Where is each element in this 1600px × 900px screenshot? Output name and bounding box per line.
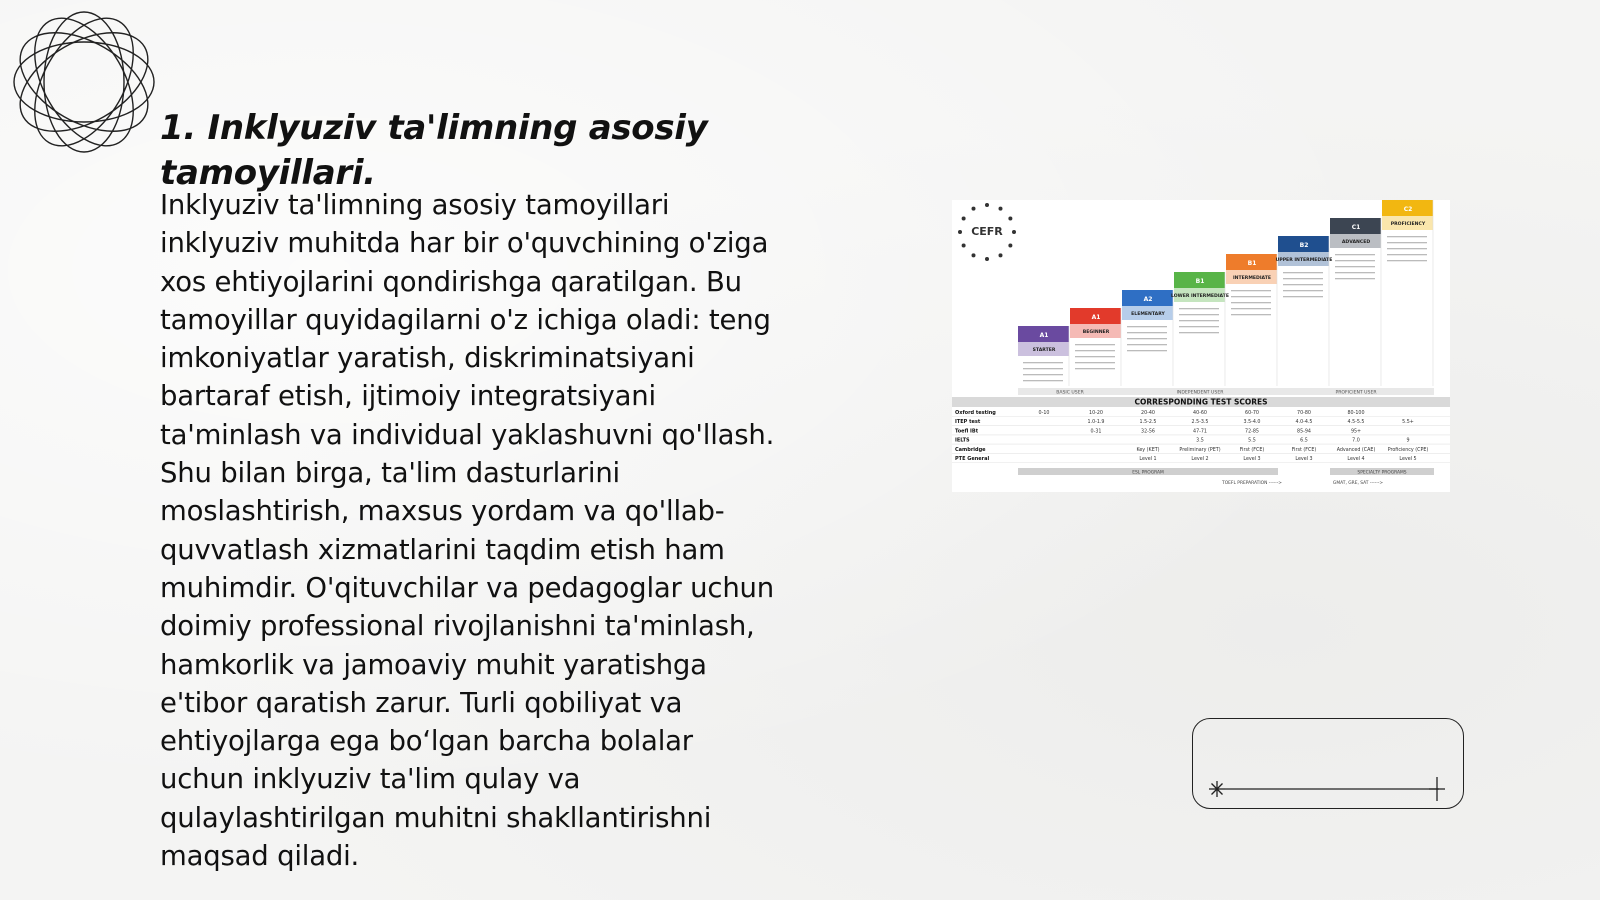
sparkle-icon xyxy=(1209,781,1225,797)
body-line: uchun inklyuziv ta'lim qulay va xyxy=(160,763,581,796)
level-description-line xyxy=(1231,302,1271,303)
logo-star-icon xyxy=(962,217,966,221)
level-description-line xyxy=(1179,314,1219,315)
level-code: C1 xyxy=(1351,224,1361,231)
table-cell: 4.5-5.5 xyxy=(1347,420,1365,426)
cefr-levels-graphic xyxy=(952,200,1450,492)
logo-star-icon xyxy=(962,244,966,248)
caption-frame xyxy=(1192,718,1464,809)
level-description-line xyxy=(1127,326,1167,327)
logo-star-icon xyxy=(985,257,989,261)
level-description-line xyxy=(1179,332,1219,333)
body-line: xos ehtiyojlarini qondirishga qaratilgan. Bu xyxy=(160,265,742,298)
table-cell: First (FCE) xyxy=(1239,447,1265,453)
slide-title-line: 1. Inklyuziv ta'limning asosiy xyxy=(160,108,708,148)
table-cell: Level 3 xyxy=(1295,457,1313,462)
level-name: ADVANCED xyxy=(1341,240,1371,245)
level-description-line xyxy=(1335,278,1375,279)
cefr-logo xyxy=(958,203,1016,261)
logo-star-icon xyxy=(1012,230,1016,234)
level-code: A1 xyxy=(1039,332,1049,339)
table-cell: 3.5 xyxy=(1196,438,1204,444)
table-cell: 95+ xyxy=(1350,429,1362,435)
level-description-line xyxy=(1075,344,1115,345)
body-line: moslashtirish, maxsus yordam va qo'llab- xyxy=(160,495,725,528)
table-cell: Advanced (CAE) xyxy=(1336,447,1376,453)
table-cell: 70-80 xyxy=(1297,411,1311,416)
table-cell: 5.5+ xyxy=(1402,420,1414,426)
user-group-label: INDEPENDENT USER xyxy=(1176,390,1224,396)
table-footer-label: TOEFL PREPARATION ------> xyxy=(1222,481,1282,486)
table-row-label: Oxford testing xyxy=(955,410,996,416)
level-description-line xyxy=(1231,314,1271,315)
body-line: hamkorlik va jamoaviy muhit yaratishga xyxy=(160,648,707,681)
level-description-line xyxy=(1127,344,1167,345)
table-cell: Level 4 xyxy=(1347,457,1365,462)
logo-star-icon xyxy=(972,253,976,257)
logo-star-icon xyxy=(985,203,989,207)
level-name: BEGINNER xyxy=(1082,330,1110,335)
level-description-line xyxy=(1335,260,1375,261)
user-group-label: PROFICIENT USER xyxy=(1335,390,1377,396)
table-cell: 72-85 xyxy=(1245,429,1259,435)
level-description-line xyxy=(1023,362,1063,363)
level-description-line xyxy=(1335,272,1375,273)
body-line: ta'minlash va individual yaklashuvni qo'llash. xyxy=(160,418,775,451)
table-cell: 9 xyxy=(1406,438,1410,444)
level-name: INTERMEDIATE xyxy=(1232,276,1272,281)
level-description-line xyxy=(1023,374,1063,375)
level-description-line xyxy=(1127,350,1167,351)
table-cell: 10-20 xyxy=(1089,411,1103,416)
logo-star-icon xyxy=(1008,244,1012,248)
slide-title xyxy=(160,106,760,196)
level-description-line xyxy=(1283,278,1323,279)
level-description-line xyxy=(1127,332,1167,333)
body-line: inklyuziv muhitda har bir o'quvchining o'ziga xyxy=(160,227,769,260)
table-cell: 32-56 xyxy=(1141,429,1155,435)
table-row-label: IELTS xyxy=(955,437,970,444)
level-description-line xyxy=(1179,320,1219,321)
body-line: muhimdir. O'qituvchilar va pedagoglar uchun xyxy=(160,571,775,604)
level-description-line xyxy=(1075,368,1115,369)
level-description-line xyxy=(1387,260,1427,261)
table-cell: 47-71 xyxy=(1193,429,1207,435)
table-footer-label: ESL PROGRAM xyxy=(1132,470,1164,476)
level-description-line xyxy=(1075,350,1115,351)
level-description-line xyxy=(1335,254,1375,255)
level-description-line xyxy=(1231,308,1271,309)
level-description-line xyxy=(1387,242,1427,243)
table-cell: Preliminary (PET) xyxy=(1179,447,1221,453)
level-description-line xyxy=(1283,272,1323,273)
body-line: maqsad qiladi. xyxy=(160,840,360,873)
table-cell: 1.5-2.5 xyxy=(1139,420,1157,426)
table-cell: Proficiency (CPE) xyxy=(1387,447,1429,453)
table-cell: 6.5 xyxy=(1300,438,1308,444)
logo-star-icon xyxy=(972,207,976,211)
level-description-line xyxy=(1075,356,1115,357)
table-row-label: PTE General xyxy=(955,456,990,462)
level-name: LOWER INTERMEDIATE xyxy=(1170,294,1230,299)
table-footer-label: GMAT, GRE, SAT ------> xyxy=(1332,481,1384,486)
body-line: e'tibor qaratish zarur. Turli qobiliyat va xyxy=(160,686,683,719)
level-name: PROFICIENCY xyxy=(1390,222,1426,227)
logo-star-icon xyxy=(958,230,962,234)
table-cell: Level 5 xyxy=(1399,457,1417,462)
level-code: A2 xyxy=(1143,296,1153,303)
table-cell: 1.0-1.9 xyxy=(1087,420,1105,426)
level-description-line xyxy=(1387,236,1427,237)
logo-star-icon xyxy=(999,253,1003,257)
table-cell: 0-31 xyxy=(1090,429,1102,435)
table-cell: Key (KET) xyxy=(1136,447,1160,453)
logo-star-icon xyxy=(1008,217,1012,221)
level-description-line xyxy=(1387,248,1427,249)
cefr-logo-text: CEFR xyxy=(971,225,1003,238)
level-description-line xyxy=(1179,326,1219,327)
slide-body-text xyxy=(160,186,850,875)
body-line: qulaylashtirilgan muhitni shakllantirishni xyxy=(160,801,712,834)
level-description-line xyxy=(1127,338,1167,339)
level-code: C2 xyxy=(1403,206,1413,213)
table-cell: 3.5-4.0 xyxy=(1243,420,1261,426)
body-line: ehtiyojlarga ega bo‘lgan barcha bolalar xyxy=(160,725,693,758)
table-cell: 85-94 xyxy=(1297,429,1311,435)
table-cell: 2.5-3.5 xyxy=(1191,420,1209,426)
table-footer-label: SPECIALTY PROGRAMS xyxy=(1357,470,1407,476)
body-line: tamoyillar quyidagilarni o'z ichiga oladi: teng xyxy=(160,303,771,336)
level-code: B1 xyxy=(1247,260,1257,267)
level-description-line xyxy=(1335,266,1375,267)
level-description-line xyxy=(1023,368,1063,369)
level-description-line xyxy=(1023,380,1063,381)
table-cell: Level 2 xyxy=(1191,457,1209,462)
table-cell: 4.0-4.5 xyxy=(1295,420,1313,426)
slide-title-line: tamoyillari. xyxy=(160,153,376,193)
user-group-label: BASIC USER xyxy=(1056,390,1084,396)
level-description-line xyxy=(1075,362,1115,363)
table-row-label: ITEP test xyxy=(955,419,981,426)
table-cell: 40-60 xyxy=(1193,411,1207,416)
table-title: CORRESPONDING TEST SCORES xyxy=(1134,397,1268,407)
body-line: doimiy professional rivojlanishni ta'minlash, xyxy=(160,610,755,643)
body-line: Shu bilan birga, ta'lim dasturlarini xyxy=(160,457,620,490)
table-row-label: Cambridge xyxy=(955,446,986,453)
cefr-levels-image xyxy=(952,200,1450,492)
table-cell: Level 3 xyxy=(1243,457,1261,462)
level-description-line xyxy=(1283,290,1323,291)
table-cell: 80-100 xyxy=(1347,411,1365,416)
table-cell: 7.0 xyxy=(1352,438,1360,444)
table-cell: 60-70 xyxy=(1245,411,1259,416)
body-line: quvvatlash xizmatlarini taqdim etish ham xyxy=(160,533,725,566)
level-code: B2 xyxy=(1299,242,1309,249)
decorative-rings-icon xyxy=(10,8,158,156)
table-cell: Level 1 xyxy=(1139,457,1157,462)
table-cell: 20-40 xyxy=(1141,411,1155,416)
level-code: A1 xyxy=(1091,314,1101,321)
level-description-line xyxy=(1231,290,1271,291)
level-code: B1 xyxy=(1195,278,1205,285)
level-description-line xyxy=(1283,296,1323,297)
level-name: UPPER INTERMEDIATE xyxy=(1275,258,1333,263)
table-cell: First (FCE) xyxy=(1291,447,1317,453)
logo-star-icon xyxy=(999,207,1003,211)
table-row-label: Toefl IBt xyxy=(955,428,979,435)
level-description-line xyxy=(1387,254,1427,255)
table-cell: 5.5 xyxy=(1248,438,1256,444)
level-description-line xyxy=(1283,284,1323,285)
caption-line-graphic xyxy=(1193,719,1465,810)
level-name: STARTER xyxy=(1032,348,1056,353)
table-cell: 0-10 xyxy=(1038,411,1050,416)
body-line: Inklyuziv ta'limning asosiy tamoyillari xyxy=(160,189,670,221)
body-line: imkoniyatlar yaratish, diskriminatsiyani xyxy=(160,342,695,375)
crosshair-icon xyxy=(1429,777,1445,801)
level-description-line xyxy=(1179,308,1219,309)
level-name: ELEMENTARY xyxy=(1131,312,1165,317)
level-description-line xyxy=(1231,296,1271,297)
body-line: bartaraf etish, ijtimoiy integratsiyani xyxy=(160,380,656,413)
